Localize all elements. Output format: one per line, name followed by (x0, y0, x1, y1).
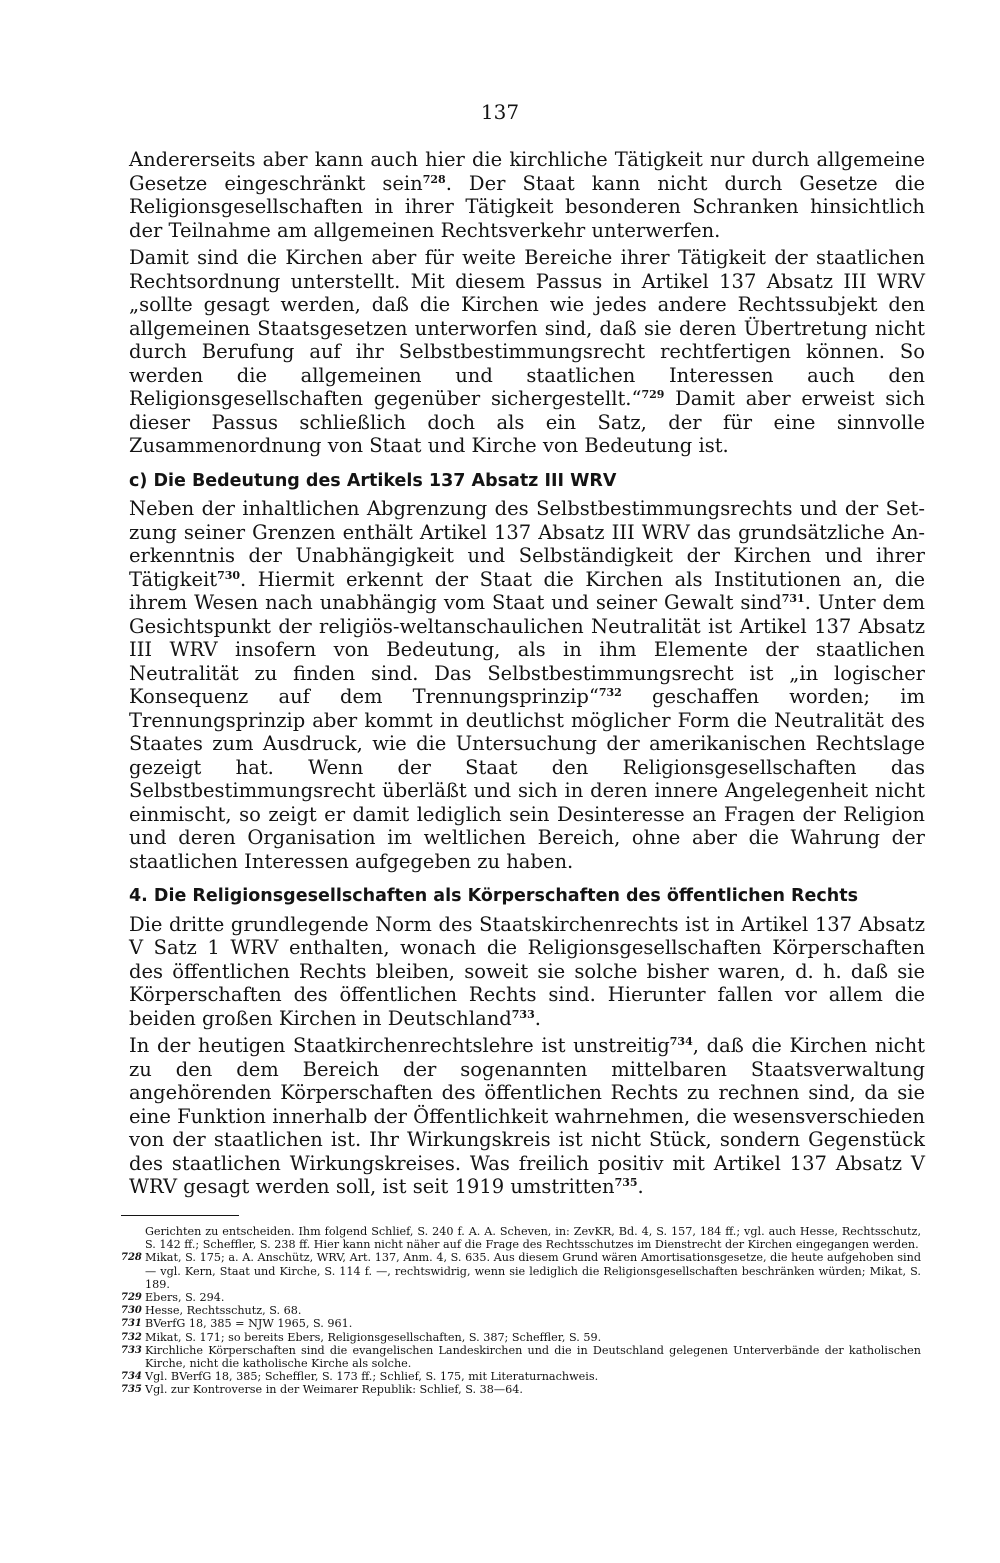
text-run: . (637, 1175, 644, 1198)
text-run: Andererseits aber kann auch hier die kirchliche Tätigkeit nur durch allgemeine Gesetze eingeschränkt sein (129, 148, 925, 195)
footnote-ref: 734 (669, 1035, 693, 1048)
footnote-text: Mikat, S. 175; a. A. Anschütz, WRV, Art. 137, Anm. 4, S. 635. Aus diesem Grund wären Amortisationsgesetze, die heute aufgehoben sind — vgl. Kern, Staat und Kirche, S. 114 f. —, rechtswidrig, wenn sie lediglich die Religionsgesellschaften beschränken würden; Mikat, S. 189. (145, 1251, 921, 1291)
text-run: Damit aber erweist sich dieser Passus schließlich doch als ein Satz, der für eine sinnvolle Zusammenordnung von Staat und Kirche von Bedeutung ist. (129, 387, 925, 457)
text-run: geschaffen worden; im Trennungsprinzip aber kommt in deutlichst möglicher Form die Neutralität des Staates zum Ausdruck, wie die Untersuchung der amerikanischen Rechtslage gezeigt hat. Wenn der Staat den Religionsgesellschaften das Selbstbestimmungsrecht überläßt und sich in deren innere Angelegenheit nicht einmischt, so zeigt er damit lediglich sein Desinteresse an Fragen der Religion und deren Organisation im weltlichen Bereich, ohne aber die Wahrung der staatlichen Interessen aufgegeben zu haben. (129, 685, 925, 873)
text-run: . (534, 1006, 541, 1030)
paragraph (129, 497, 925, 873)
section-heading-4: 4. Die Religionsgesellschaften als Körperschaften des öffentlichen Rechts (129, 886, 859, 906)
footnote (121, 1344, 921, 1370)
footnote (121, 1304, 921, 1317)
footnote-ref: 730 (217, 568, 241, 582)
footnotes (121, 1225, 921, 1397)
text-run: . Hiermit erkennt der Staat die Kirchen als Institutionen an, die ihrem Wesen nach unabhängig vom Staat und seiner Gewalt sind (129, 567, 925, 614)
text-run: Damit sind die Kirchen aber für weite Bereiche ihrer Tätigkeit der staatlichen Rechtsordnung unterstellt. Mit diesem Passus in Artikel 137 Absatz III WRV „sollte gesagt werden, daß die Kirchen wie jedes andere Rechtssubjekt den allgemeinen Staatsgesetzen unterworfen sind, daß sie deren Übertretung nicht durch Berufung auf ihr Selbstbestimmungsrecht rechtfertigen können. So werden die allgemeinen und staatlichen Interessen auch den Religionsgesellschaften gegenüber sichergestellt.“ (129, 246, 925, 410)
footnote-ref: 735 (614, 1176, 638, 1189)
footnote-number: 733 (121, 1344, 142, 1356)
footnote-text: Ebers, S. 294. (145, 1291, 225, 1305)
footnote (121, 1251, 921, 1291)
text-run: . Der Staat kann nicht durch Gesetze die Religionsgesellschaften in ihrer Tätigkeit besonderen Schranken hinsichtlich der Teilnahme am allgemeinen Rechtsverkehr unterwerfen. (129, 171, 925, 242)
footnote-number: 731 (121, 1318, 142, 1330)
paragraph (129, 148, 925, 242)
footnote-number: 730 (121, 1305, 142, 1317)
footnote-ref: 731 (781, 592, 805, 605)
footnote-text: Mikat, S. 171; so bereits Ebers, Religionsgesellschaften, S. 387; Scheffler, S. 59. (145, 1330, 602, 1344)
footnote-text: Vgl. BVerfG 18, 385; Scheffler, S. 173 ff.; Schlief, S. 175, mit Literaturnachweis. (145, 1370, 599, 1384)
footnote-separator (121, 1215, 239, 1216)
footnote-continuation: Gerichten zu entscheiden. Ihm folgend Schlief, S. 240 f. A. A. Scheven, in: ZevKR, Bd. 4, S. 157, 184 ff.; vgl. auch Hesse, Rechtsschutz, S. 142 ff.; Scheffler, S. 238 ff. Hier kann nicht näher auf die Frage des Rechtsschutzes im Dienstrecht der Kirchen eingegangen werden. (145, 1225, 921, 1252)
footnote-number: 728 (121, 1252, 142, 1264)
text-run: , daß die Kirchen nicht zu den dem Bereich der sogenannten mittelbaren Staatsverwaltung angehörenden Körperschaften des öffentlichen Rechts zu rechnen sind, da sie eine Funktion innerhalb der Öffentlichkeit wahrnehmen, die wesensverschieden von der staatlichen ist. Ihr Wirkungskreis ist nicht Stück, sondern Gegenstück des staatlichen Wirkungskreises. Was freilich positiv mit Artikel 137 Absatz V WRV gesagt werden soll, ist seit 1919 umstritten (129, 1034, 925, 1198)
text-run: Neben der inhaltlichen Abgrenzung des Selbstbestimmungsrechts und der Setzung seiner Grenzen enthält Artikel 137 Absatz III WRV das grundsätzliche Anerkenntnis der Unabhängigkeit und Selbständigkeit der Kirchen und ihrer Tätigkeit (129, 497, 925, 591)
footnote-text: BVerfG 18, 385 = NJW 1965, S. 961. (145, 1317, 353, 1331)
footnote-ref: 732 (598, 686, 622, 699)
text-run: In der heutigen Staatkirchenrechtslehre ist unstreitig (129, 1034, 670, 1057)
footnote (121, 1317, 921, 1330)
paragraph (129, 1034, 925, 1199)
footnote (121, 1370, 921, 1383)
footnote-number: 734 (121, 1371, 142, 1383)
paragraph (129, 913, 925, 1031)
text-run: . Unter dem Gesichtspunkt der religiös-weltanschaulichen Neutralität ist Artikel 137 Absatz III WRV insofern von Bedeutung, als in ihm Elemente der staatlichen Neutralität zu finden sind. Das Selbstbestimmungsrecht ist „in logischer Konsequenz auf dem Trennungsprinzip“ (129, 591, 925, 708)
paragraph (129, 246, 925, 458)
footnote-text: Hesse, Rechtsschutz, S. 68. (145, 1304, 302, 1318)
page-number: 137 (480, 100, 520, 124)
text-run: Die dritte grundlegende Norm des Staatskirchenrechts ist in Artikel 137 Absatz V Satz 1 WRV enthalten, wonach die Religionsgesellschaften Körperschaften des öffentlichen Rechts bleiben, soweit sie solche bisher waren, d. h. daß sie Körperschaften des öffentlichen Rechts sind. Hierunter fallen vor allem die beiden großen Kirchen in Deutschland (129, 912, 925, 1030)
footnote (121, 1331, 921, 1344)
footnote-number: 735 (121, 1384, 142, 1396)
section-heading-c: c) Die Bedeutung des Artikels 137 Absatz III WRV (129, 470, 617, 491)
footnote (121, 1383, 921, 1396)
footnote-number: 732 (121, 1331, 142, 1343)
footnote-text: Vgl. zur Kontroverse in der Weimarer Republik: Schlief, S. 38—64. (145, 1383, 523, 1397)
footnote (121, 1291, 921, 1304)
footnote-number: 729 (121, 1292, 142, 1304)
footnote-text: Kirchliche Körperschaften sind die evangelischen Landeskirchen und die in Deutschland gelegenen Unterverbände der katholischen Kirche, nicht die katholische Kirche als solche. (145, 1343, 921, 1371)
main-text (129, 148, 925, 1203)
footnote-ref: 729 (641, 388, 665, 401)
footnote-ref: 733 (511, 1007, 535, 1021)
footnote-ref: 728 (422, 172, 446, 186)
